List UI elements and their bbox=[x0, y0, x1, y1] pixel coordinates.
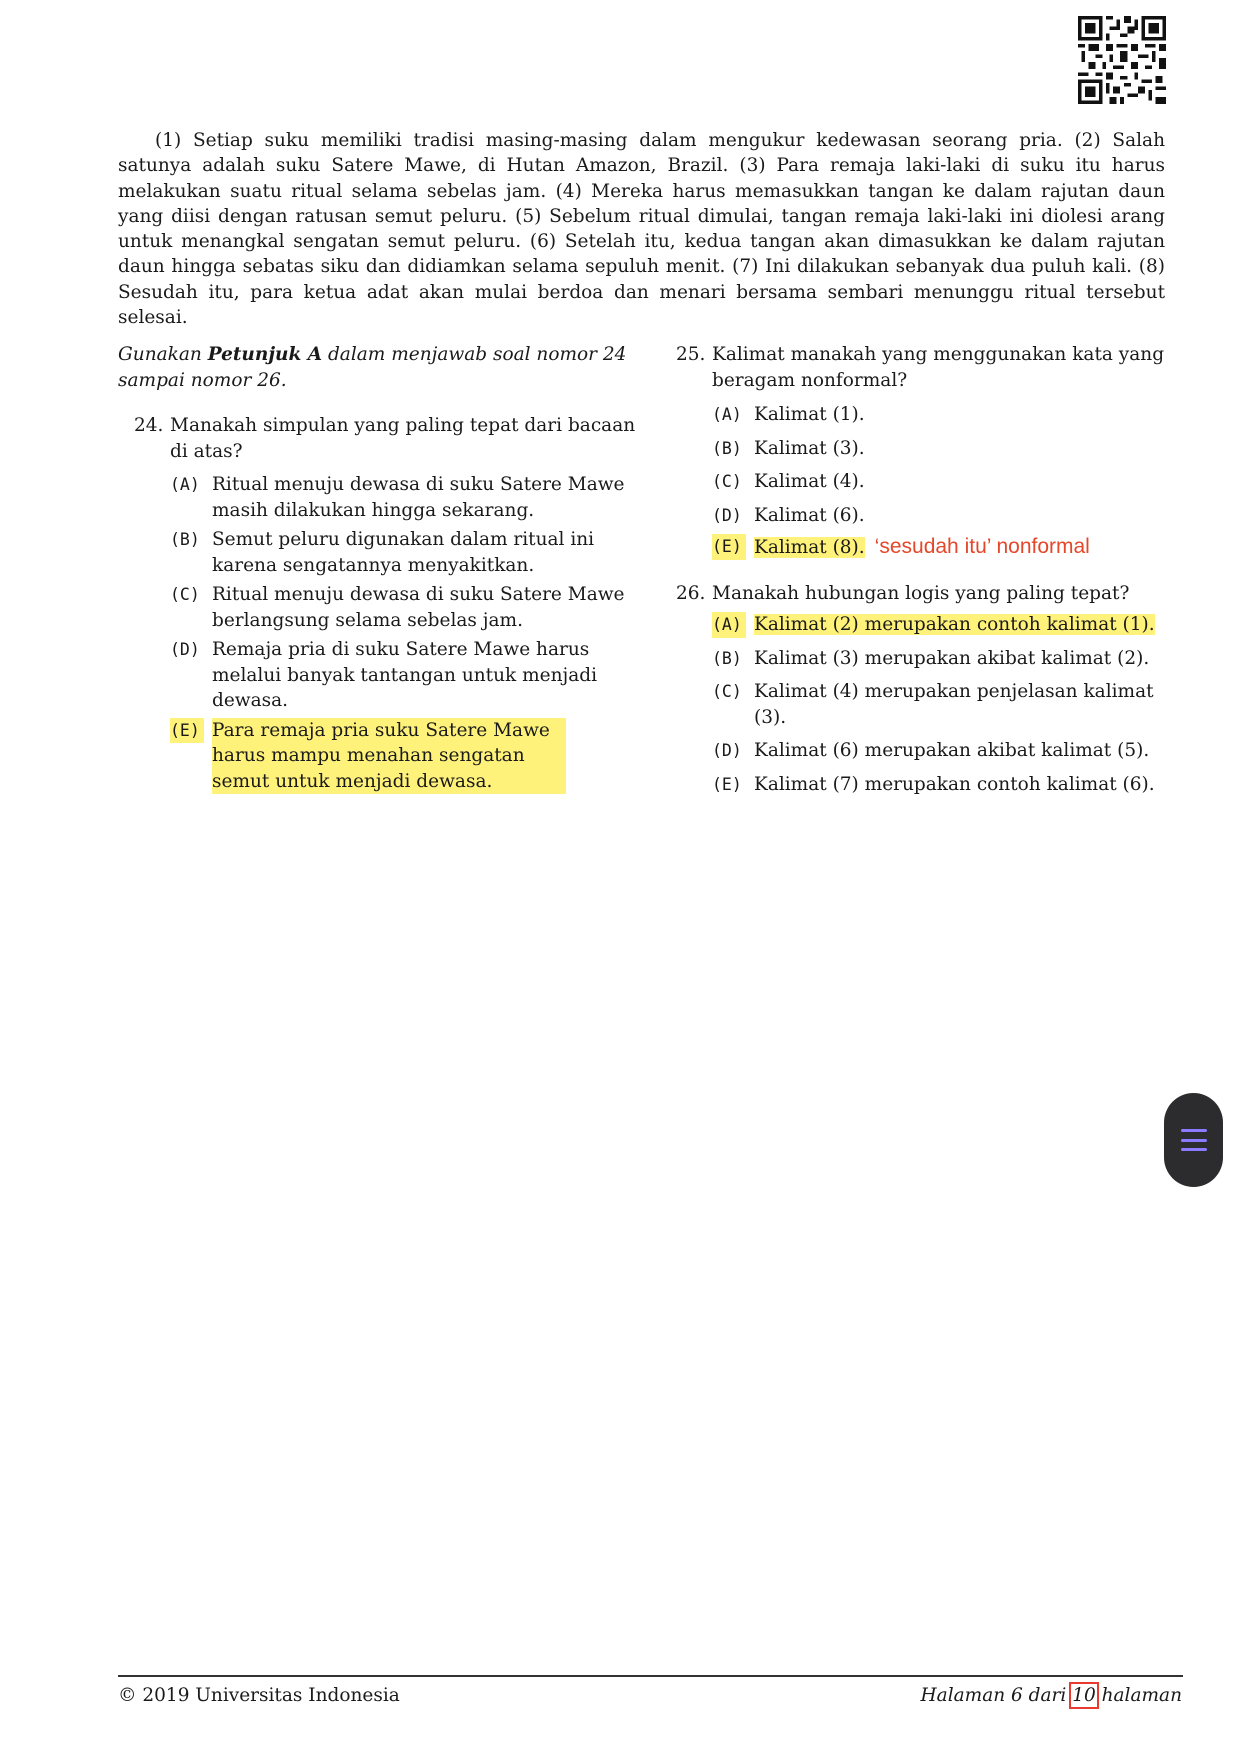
option-text: Kalimat (6). bbox=[754, 504, 865, 526]
question-number: 24. bbox=[134, 415, 164, 436]
option-label: (D) bbox=[712, 741, 742, 760]
left-column bbox=[118, 342, 638, 794]
qr-code-icon bbox=[1078, 16, 1166, 104]
option-label: (B) bbox=[712, 648, 742, 668]
option-25b[interactable] bbox=[712, 436, 1176, 462]
option-26d[interactable] bbox=[712, 738, 1176, 764]
option-label: (C) bbox=[712, 472, 742, 491]
option-label: (E) bbox=[712, 774, 742, 794]
footer-copyright: © 2019 Universitas Indonesia bbox=[118, 1685, 400, 1706]
option-label: (A) bbox=[712, 612, 746, 638]
option-label: (C) bbox=[170, 585, 200, 604]
option-24d[interactable] bbox=[170, 637, 638, 714]
option-label: (E) bbox=[170, 718, 204, 744]
option-25d[interactable] bbox=[712, 503, 1176, 529]
question-text: Manakah simpulan yang paling tepat dari bacaan di atas? bbox=[170, 415, 636, 462]
page-total-boxed: 10 bbox=[1072, 1685, 1096, 1706]
footer-divider bbox=[118, 1675, 1183, 1677]
option-text: Kalimat (4) merupakan penjelasan kalimat (3). bbox=[754, 681, 1154, 728]
question-text: Kalimat manakah yang menggunakan kata yang beragam nonformal? bbox=[712, 344, 1165, 391]
option-26e[interactable] bbox=[712, 772, 1176, 798]
option-label: (D) bbox=[712, 505, 742, 525]
instruction-text: Gunakan Petunjuk A dalam menjawab soal nomor 24 sampai nomor 26. bbox=[118, 344, 627, 391]
option-25c[interactable] bbox=[712, 469, 1176, 495]
option-24c[interactable] bbox=[170, 582, 638, 633]
option-25a[interactable] bbox=[712, 402, 1176, 428]
option-text-highlighted: Kalimat (8). bbox=[754, 537, 865, 558]
question-number: 25. bbox=[676, 344, 706, 365]
option-label: (B) bbox=[712, 438, 742, 458]
option-24b[interactable] bbox=[170, 527, 638, 578]
option-text: Kalimat (3) merupakan akibat kalimat (2). bbox=[754, 647, 1150, 669]
floating-menu-button[interactable] bbox=[1164, 1093, 1223, 1187]
option-text: Ritual menuju dewasa di suku Satere Mawe masih dilakukan hingga sekarang. bbox=[212, 474, 625, 521]
hamburger-menu-icon bbox=[1181, 1129, 1207, 1151]
option-26a-highlighted[interactable] bbox=[712, 612, 1176, 638]
option-label: (C) bbox=[712, 682, 742, 701]
footer-page-number: Halaman 6 dari 10 halaman bbox=[920, 1685, 1182, 1706]
option-text: Kalimat (6) merupakan akibat kalimat (5). bbox=[754, 740, 1150, 761]
option-text: Remaja pria di suku Satere Mawe harus melalui banyak tantangan untuk menjadi dewasa. bbox=[212, 639, 598, 711]
option-label: (E) bbox=[712, 534, 746, 560]
reading-passage: (1) Setiap suku memiliki tradisi masing-masing dalam mengukur kedewasan seorang pria. (2) Salah satunya adalah suku Satere Mawe, di Hutan Amazon, Brazil. (3) Para remaja laki-laki di suku itu harus melakukan suatu ritual selama sebelas jam. (4) Mereka harus memasukkan tangan ke dalam rajutan daun yang diisi dengan ratusan semut peluru. (5) Sebelum ritual dimulai, tangan remaja laki-laki ini diolesi arang untuk menangkal sengatan semut peluru. (6) Setelah itu, kedua tangan akan dimasukkan ke dalam rajutan daun hingga sebatas siku dan didiamkan selama sepuluh menit. (7) Ini dilakukan sebanyak dua puluh kali. (8) Sesudah itu, para ketua adat akan mulai berdoa dan menari bersama sembari menunggu ritual tersebut selesai. bbox=[118, 130, 1165, 329]
option-label: (A) bbox=[170, 475, 200, 494]
option-text: Kalimat (4). bbox=[754, 471, 865, 492]
option-label: (A) bbox=[712, 405, 742, 424]
option-text-highlighted: Kalimat (2) merupakan contoh kalimat (1). bbox=[754, 614, 1155, 635]
question-25 bbox=[676, 342, 1176, 561]
option-text: Kalimat (3). bbox=[754, 437, 865, 459]
question-24 bbox=[134, 413, 638, 794]
option-24a[interactable] bbox=[170, 472, 638, 523]
option-text: Semut peluru digunakan dalam ritual ini karena sengatannya menyakitkan. bbox=[212, 529, 595, 576]
option-text: Kalimat (1). bbox=[754, 404, 865, 425]
option-24e-highlighted[interactable] bbox=[170, 718, 638, 795]
option-26b[interactable] bbox=[712, 646, 1176, 672]
option-25e-highlighted[interactable] bbox=[712, 534, 1176, 561]
option-text: Kalimat (7) merupakan contoh kalimat (6). bbox=[754, 773, 1155, 795]
option-text-highlighted: Para remaja pria suku Satere Mawe harus mampu menahan sengatan semut untuk menjadi dewasa. bbox=[212, 718, 566, 795]
option-label: (D) bbox=[170, 640, 200, 659]
option-text: Ritual menuju dewasa di suku Satere Mawe berlangsung selama sebelas jam. bbox=[212, 584, 625, 631]
handwritten-annotation: ‘sesudah itu’ nonformal bbox=[874, 535, 1090, 558]
right-column bbox=[676, 342, 1176, 797]
question-26 bbox=[676, 581, 1176, 798]
option-26c[interactable] bbox=[712, 679, 1176, 730]
option-label: (B) bbox=[170, 530, 200, 549]
question-text: Manakah hubungan logis yang paling tepat? bbox=[712, 582, 1130, 604]
question-number: 26. bbox=[676, 582, 706, 604]
